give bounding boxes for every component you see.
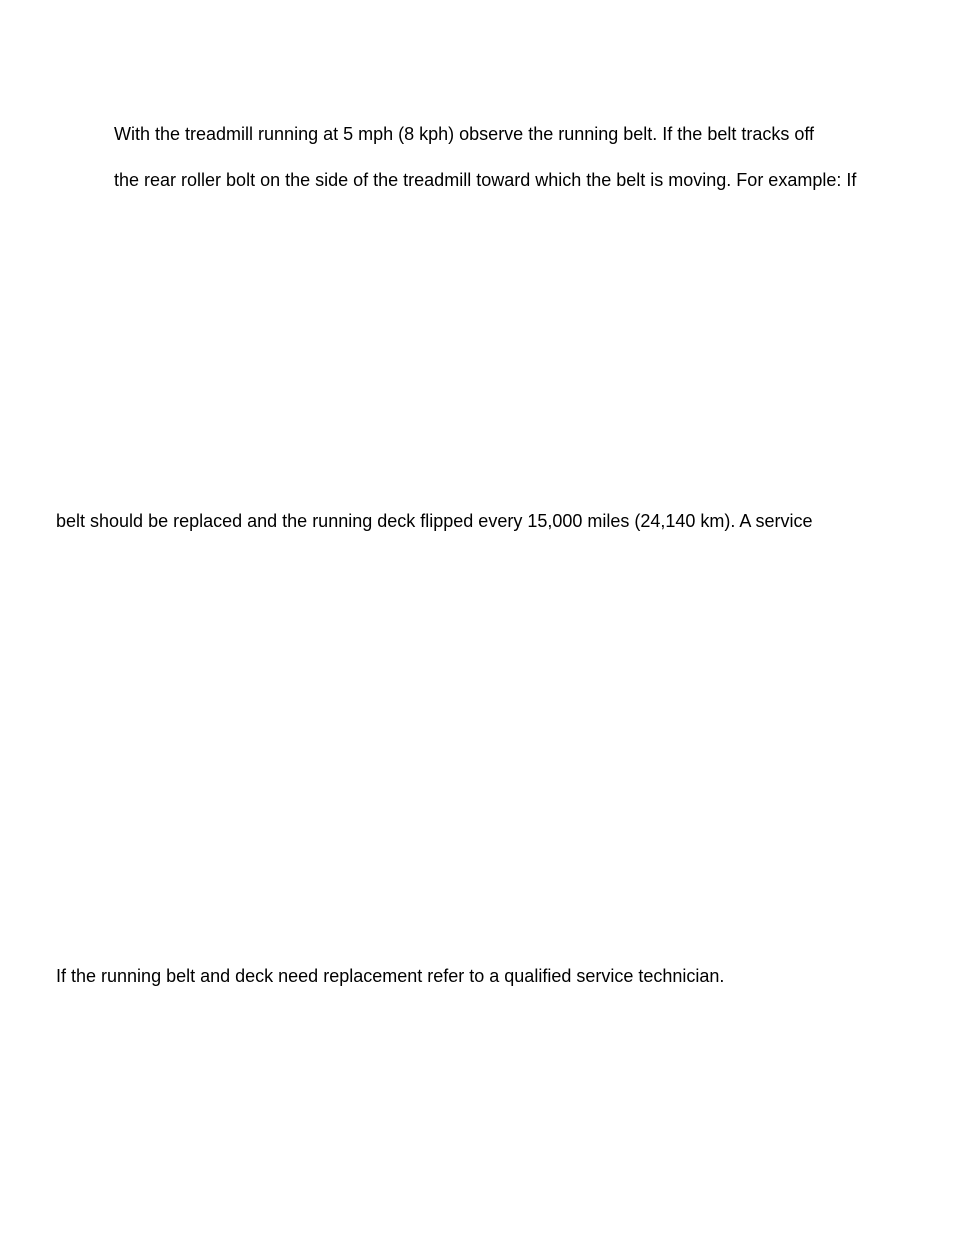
text-line-belt-replacement-interval: belt should be replaced and the running deck flipped every 15,000 miles (24,140 km). A service	[56, 511, 813, 531]
text-line-service-technician: If the running belt and deck need replacement refer to a qualified service technician.	[56, 966, 725, 986]
text-line-roller-bolt: the rear roller bolt on the side of the treadmill toward which the belt is moving. For example: If	[114, 170, 857, 190]
text-line-tracking-instruction: With the treadmill running at 5 mph (8 kph) observe the running belt. If the belt tracks off	[114, 124, 815, 144]
